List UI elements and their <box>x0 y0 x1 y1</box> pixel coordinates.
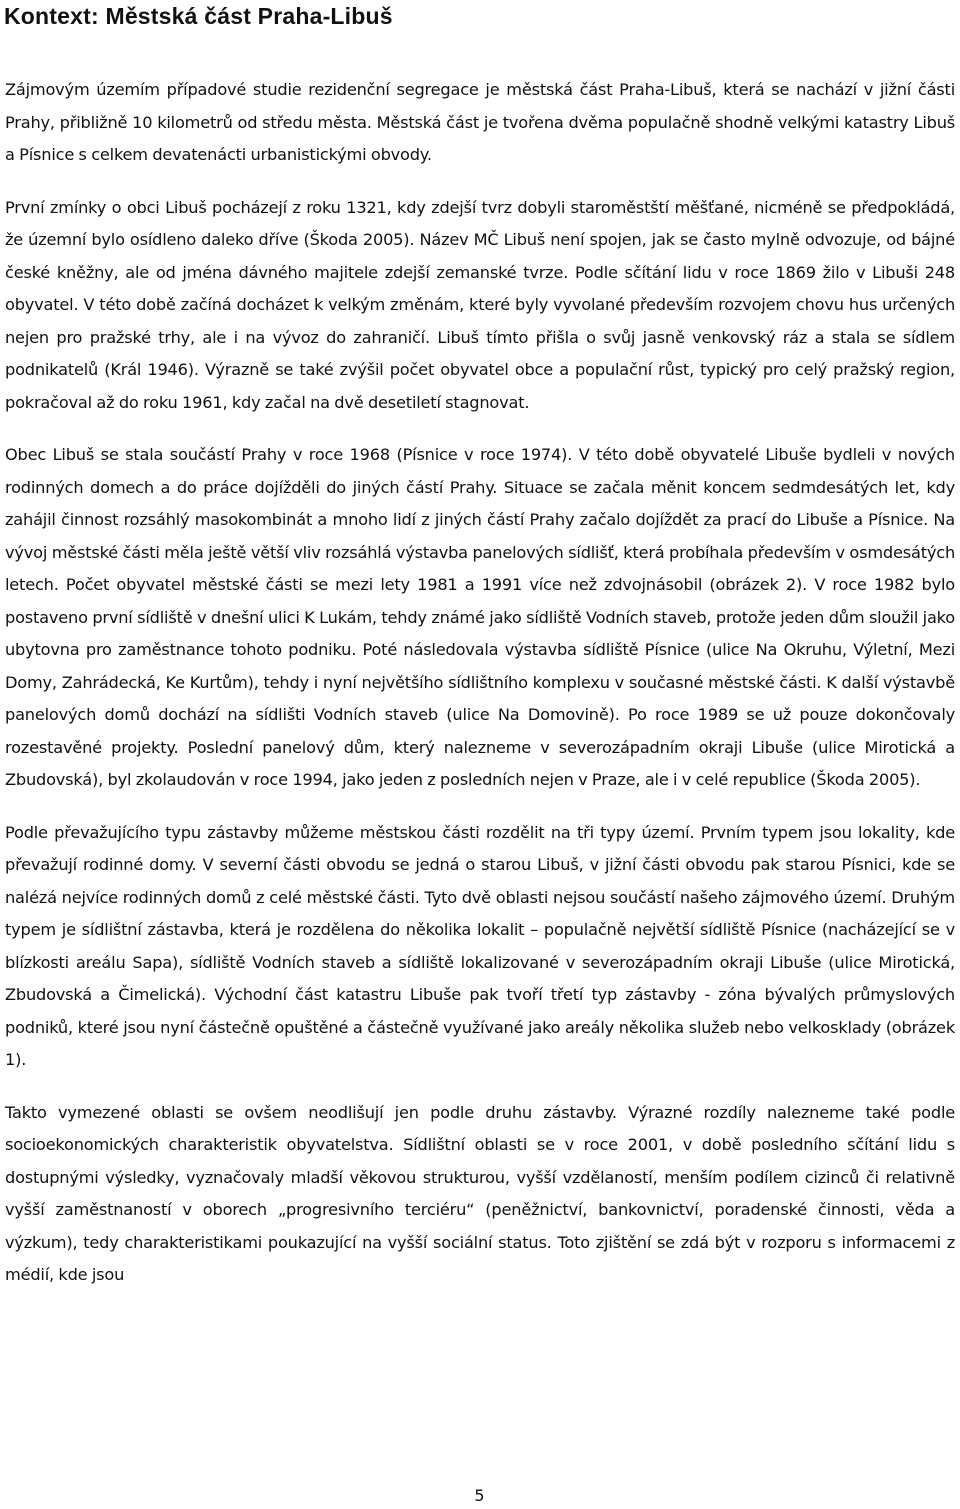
paragraph-area-types: Podle převažujícího typu zástavby můžeme městskou části rozdělit na tři typy území. Prvním typem jsou lokality, kde převažují rodinné domy. V severní části obvodu se jedná o starou Libuš, v jižní části obvodu pak starou Písnici, kde se nalézá nejvíce rodinných domů z celé městské části. Tyto dvě oblasti nejsou součástí našeho zájmového území. Druhým typem je sídlištní zástavba, která je rozdělena do několika lokalit – populačně největší sídliště Písnice (nacházející se v blízkosti areálu Sapa), sídliště Vodních staveb a sídliště lokalizované v severozápadním okraji Libuše (ulice Mirotická, Zbudovská a Čimelická). Východní část katastru Libuše pak tvoří třetí typ zástavby - zóna bývalých průmyslových podniků, které jsou nyní částečně opuštěné a částečně využívané jako areály několika služeb nebo velkosklady (obrázek 1). <box>5 822 955 1069</box>
paragraph-housing-development: Obec Libuš se stala součástí Prahy v roce 1968 (Písnice v roce 1974). V této době obyvatelé Libuše bydleli v nových rodinných domech a do práce dojížděli do jiných částí Prahy. Situace se začala měnit koncem sedmdesátých let, kdy zahájil činnost rozsáhlý masokombinát a mnoho lidí z jiných částí Prahy začalo dojíždět za prací do Libuše a Písnice. Na vývoj městské části měla ještě větší vliv rozsáhlá výstavba panelových sídlišť, která probíhala především v osmdesátých letech. Počet obyvatel městské části se mezi lety 1981 a 1991 více než zdvojnásobil (obrázek 2). V roce 1982 bylo postaveno první sídliště v dnešní ulici K Lukám, tehdy známé jako sídliště Vodních staveb, protože jeden dům sloužil jako ubytovna pro zaměstnance tohoto podniku. Poté následovala výstavba sídliště Písnice (ulice Na Okruhu, Výletní, Mezi Domy, Zahrádecká, Ke Kurtům), tehdy i nyní největšího sídlištního komplexu v současné městské části. K další výstavbě panelových domů dochází na sídlišti Vodních staveb (ulice Na Domovině). Po roce 1989 se už pouze dokončovaly rozestavěné projekty. Poslední panelový dům, který nalezneme v severozápadním okraji Libuše (ulice Mirotická a Zbudovská), byl zkolaudován v roce 1994, jako jeden z posledních nejen v Praze, ale i v celé republice (Škoda 2005). <box>5 445 955 789</box>
paragraph-socioeconomic: Takto vymezené oblasti se ovšem neodlišují jen podle druhu zástavby. Výrazné rozdíly nalezneme také podle socioekonomických charakteristik obyvatelstva. Sídlištní oblasti se v roce 2001, v době posledního sčítání lidu s dostupnými výsledky, vyznačovaly mladší věkovou strukturou, vyšší vzdělaností, menším podílem cizinců či relativně vyšší zaměstnaností v oborech „progresivního terciéru“ (peněžnictví, bankovnictví, poradenské činnosti, věda a výzkum), tedy charakteristikami poukazující na vyšší sociální status. Toto zjištění se zdá být v rozporu s informacemi z médií, kde jsou <box>5 1102 955 1284</box>
page-number-text: 5 <box>474 1486 485 1505</box>
paragraph-intro: Zájmovým územím případové studie rezidenční segregace je městská část Praha-Libuš, která se nachází v jižní části Prahy, přibližně 10 kilometrů od středu města. Městská část je tvořena dvěma populačně shodně velkými katastry Libuš a Písnice s celkem devatenácti urbanistickými obvody. <box>5 80 955 164</box>
section-heading: Kontext: Městská část Praha-Libuš <box>4 3 393 29</box>
paragraph-history: První zmínky o obci Libuš pocházejí z roku 1321, kdy zdejší tvrz dobyli staroměstští měšťané, nicméně se předpokládá, že územní bylo osídleno daleko dříve (Škoda 2005). Název MČ Libuš není spojen, jak se často mylně odvozuje, od bájné české kněžny, ale od jména dávného majitele zdejší zemanské tvrze. Podle sčítání lidu v roce 1869 žilo v Libuši 248 obyvatel. V této době začíná docházet k velkým změnám, které byly vyvolané především rozvojem chovu hus určených nejen pro pražské trhy, ale i na vývoz do zahraničí. Libuš tímto přišla o svůj jasně venkovský ráz a stala se sídlem podnikatelů (Král 1946). Výrazně se také zvýšil počet obyvatel obce a populační růst, typický pro celý pražský region, pokračoval až do roku 1961, kdy začal na dvě desetiletí stagnovat. <box>5 197 955 412</box>
page-number <box>0 1486 960 1506</box>
body-text <box>5 74 955 1312</box>
